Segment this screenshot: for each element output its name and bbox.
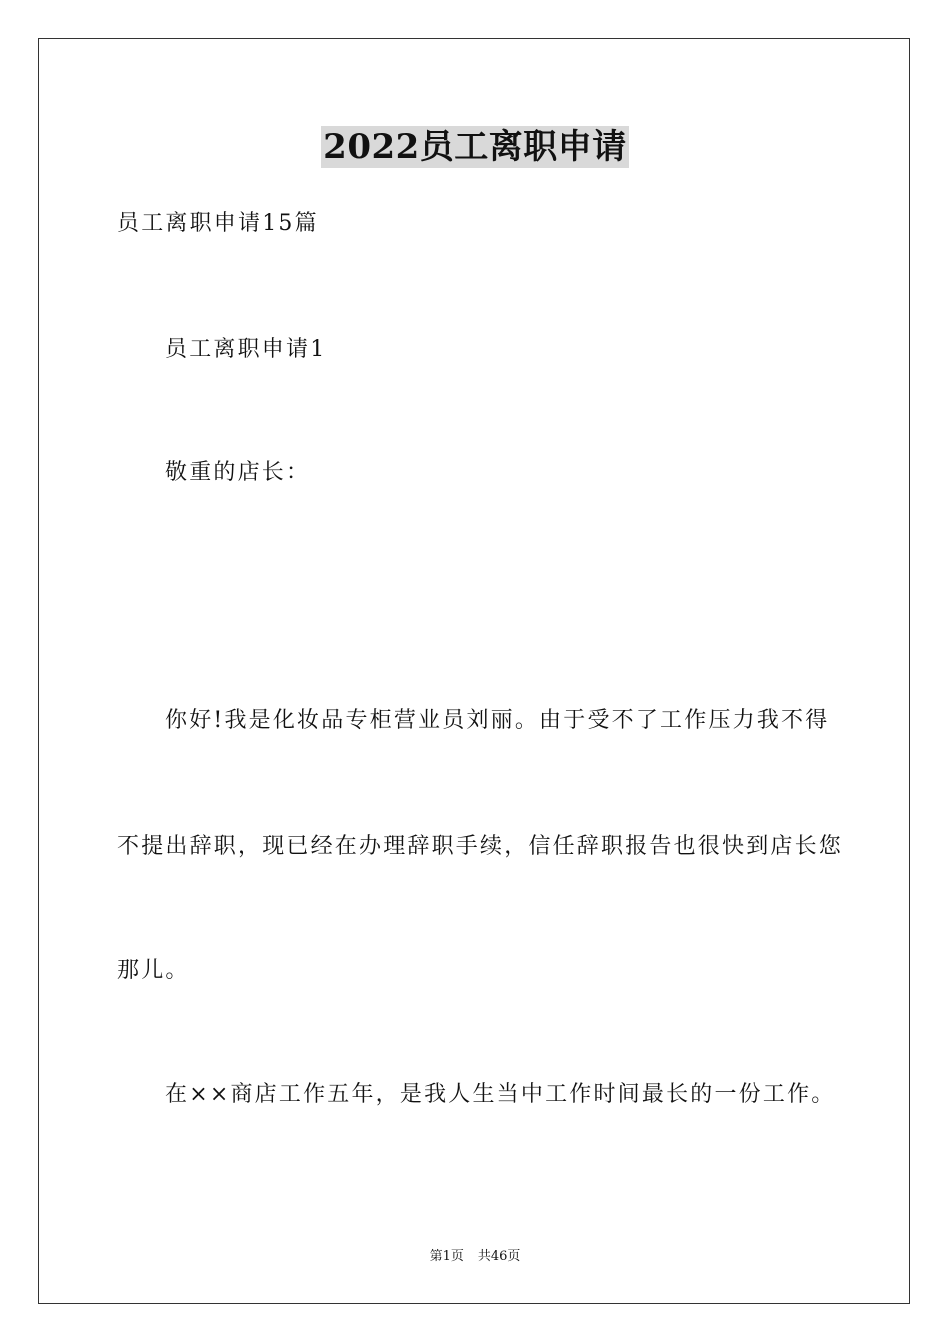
page-total: 共46页 <box>477 1249 521 1264</box>
subtitle-line: 员工离职申请15篇 <box>117 211 319 236</box>
body-line-2: 不提出辞职，现已经在办理辞职手续，信任辞职报告也很快到店长您 <box>117 834 844 859</box>
document-title: 2022员工离职申请 <box>323 127 627 167</box>
page-footer <box>0 1248 950 1266</box>
salutation: 敬重的店长： <box>165 460 311 485</box>
body-line-1: 你好!我是化妆品专柜营业员刘丽。由于受不了工作压力我不得 <box>165 708 830 733</box>
body-line-3: 那儿。 <box>117 958 190 983</box>
body-line-4: 在××商店工作五年，是我人生当中工作时间最长的一份工作。 <box>165 1082 836 1107</box>
section-heading: 员工离职申请1 <box>165 337 327 362</box>
title-container <box>0 126 950 168</box>
page-number: 第1页 <box>429 1249 464 1264</box>
